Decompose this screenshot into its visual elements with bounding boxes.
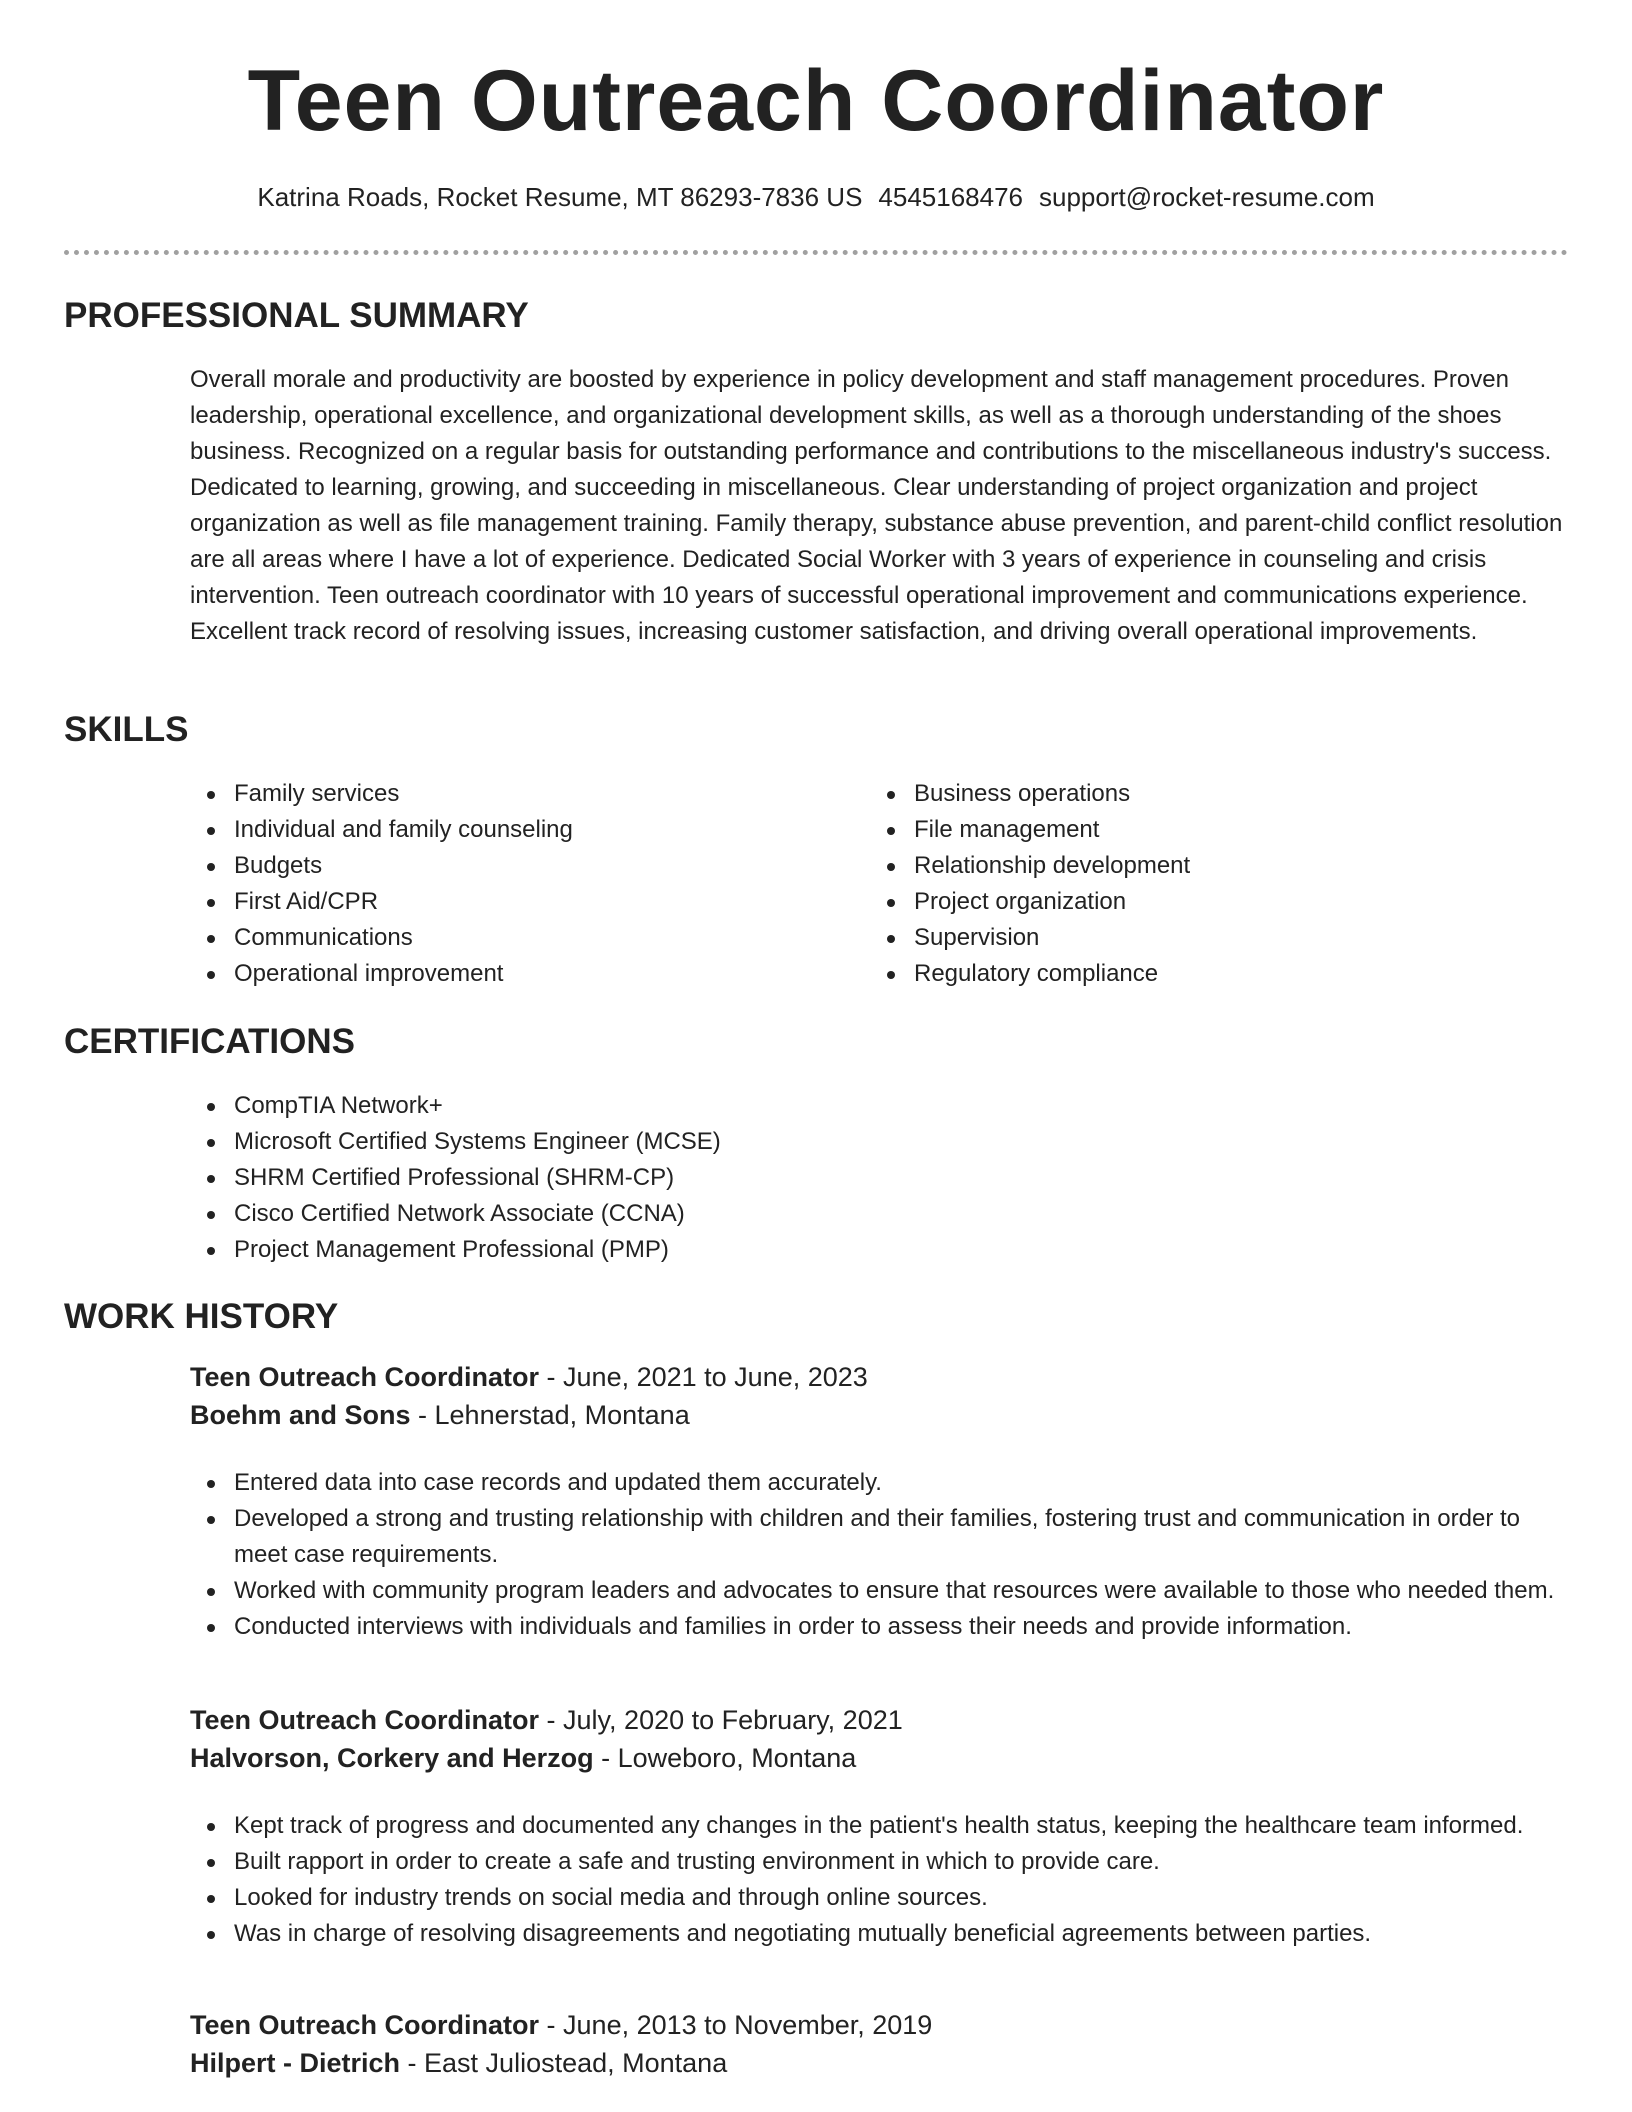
job-dates: - June, 2013 to November, 2019 [539, 2010, 933, 2040]
certification-item: Project Management Professional (PMP) [190, 1232, 1390, 1268]
job-bullet: Entered data into case records and updated them accurately. [190, 1465, 1565, 1501]
job-location: - Lehnerstad, Montana [410, 1400, 690, 1430]
job-bullet: Conducted interviews with individuals and families in order to assess their needs and provide information. [190, 1609, 1565, 1645]
resume-title: Teen Outreach Coordinator [247, 53, 1385, 149]
skill-item: First Aid/CPR [190, 884, 790, 920]
skill-item: Family services [190, 776, 790, 812]
header-divider [64, 250, 1568, 255]
job-bullet: Worked with community program leaders and advocates to ensure that resources were available to those who needed them. [190, 1573, 1565, 1609]
job-company: Halvorson, Corkery and Herzog [190, 1743, 594, 1773]
work-history-heading: WORK HISTORY [64, 1297, 339, 1336]
skill-item: Relationship development [870, 848, 1470, 884]
certification-item: SHRM Certified Professional (SHRM-CP) [190, 1160, 1390, 1196]
contact-phone: 4545168476 [878, 182, 1024, 212]
job-bullets [190, 1465, 1565, 1645]
job-location: - Loweboro, Montana [593, 1743, 857, 1773]
job-dates: - July, 2020 to February, 2021 [539, 1705, 903, 1735]
skill-item: Business operations [870, 776, 1470, 812]
job-title: Teen Outreach Coordinator [190, 1362, 540, 1392]
certification-item: Microsoft Certified Systems Engineer (MCSE) [190, 1124, 1390, 1160]
job-bullet: Was in charge of resolving disagreements and negotiating mutually beneficial agreements between parties. [190, 1916, 1565, 1952]
skill-item: Budgets [190, 848, 790, 884]
job-dates: - June, 2021 to June, 2023 [539, 1362, 868, 1392]
skill-item: Communications [190, 920, 790, 956]
skills-list-right [870, 776, 1470, 992]
job-bullet: Looked for industry trends on social media and through online sources. [190, 1880, 1565, 1916]
job-bullet: Built rapport in order to create a safe and trusting environment in which to provide care. [190, 1844, 1565, 1880]
job-company: Boehm and Sons [190, 1400, 411, 1430]
certification-item: Cisco Certified Network Associate (CCNA) [190, 1196, 1390, 1232]
certifications-list [190, 1088, 1390, 1268]
skills-heading: SKILLS [64, 710, 189, 749]
contact-address: Katrina Roads, Rocket Resume, MT 86293-7836 US [257, 182, 863, 212]
certification-item: CompTIA Network+ [190, 1088, 1390, 1124]
job-company: Hilpert - Dietrich [190, 2048, 401, 2078]
job-title: Teen Outreach Coordinator [190, 2010, 540, 2040]
skills-list-left [190, 776, 790, 992]
skill-item: Project organization [870, 884, 1470, 920]
skill-item: Supervision [870, 920, 1470, 956]
job-title: Teen Outreach Coordinator [190, 1705, 540, 1735]
job-location: - East Juliostead, Montana [400, 2048, 728, 2078]
skill-item: File management [870, 812, 1470, 848]
job-bullet: Kept track of progress and documented any changes in the patient's health status, keeping the healthcare team informed. [190, 1808, 1565, 1844]
summary-text: Overall morale and productivity are boosted by experience in policy development and staff management procedures. Proven leadership, operational excellence, and organizational development skills, as well as a thorough understanding of the shoes business. Recognized on a regular basis for outstanding performance and contributions to the miscellaneous industry's success. Dedicated to learning, growing, and succeeding in miscellaneous. Clear understanding of project organization and project organization as well as file management training. Family therapy, substance abuse prevention, and parent-child conflict resolution are all areas where I have a lot of experience. Dedicated Social Worker with 3 years of experience in counseling and crisis intervention. Teen outreach coordinator with 10 years of successful operational improvement and communications experience. Excellent track record of resolving issues, increasing customer satisfaction, and driving overall operational improvements. [190, 366, 1563, 645]
skill-item: Regulatory compliance [870, 956, 1470, 992]
job-title-line [190, 1362, 868, 1393]
contact-email: support@rocket-resume.com [1039, 182, 1375, 212]
job-company-line [190, 1743, 856, 1774]
contact-line [0, 182, 1632, 213]
skill-item: Individual and family counseling [190, 812, 790, 848]
certifications-heading: CERTIFICATIONS [64, 1022, 356, 1061]
summary-heading: PROFESSIONAL SUMMARY [64, 296, 529, 335]
job-bullet: Developed a strong and trusting relationship with children and their families, fostering trust and communication in order to meet case requirements. [190, 1501, 1565, 1573]
job-title-line [190, 2010, 932, 2041]
job-company-line [190, 2048, 727, 2079]
job-bullets [190, 1808, 1565, 1952]
job-company-line [190, 1400, 690, 1431]
job-title-line [190, 1705, 903, 1736]
skill-item: Operational improvement [190, 956, 790, 992]
